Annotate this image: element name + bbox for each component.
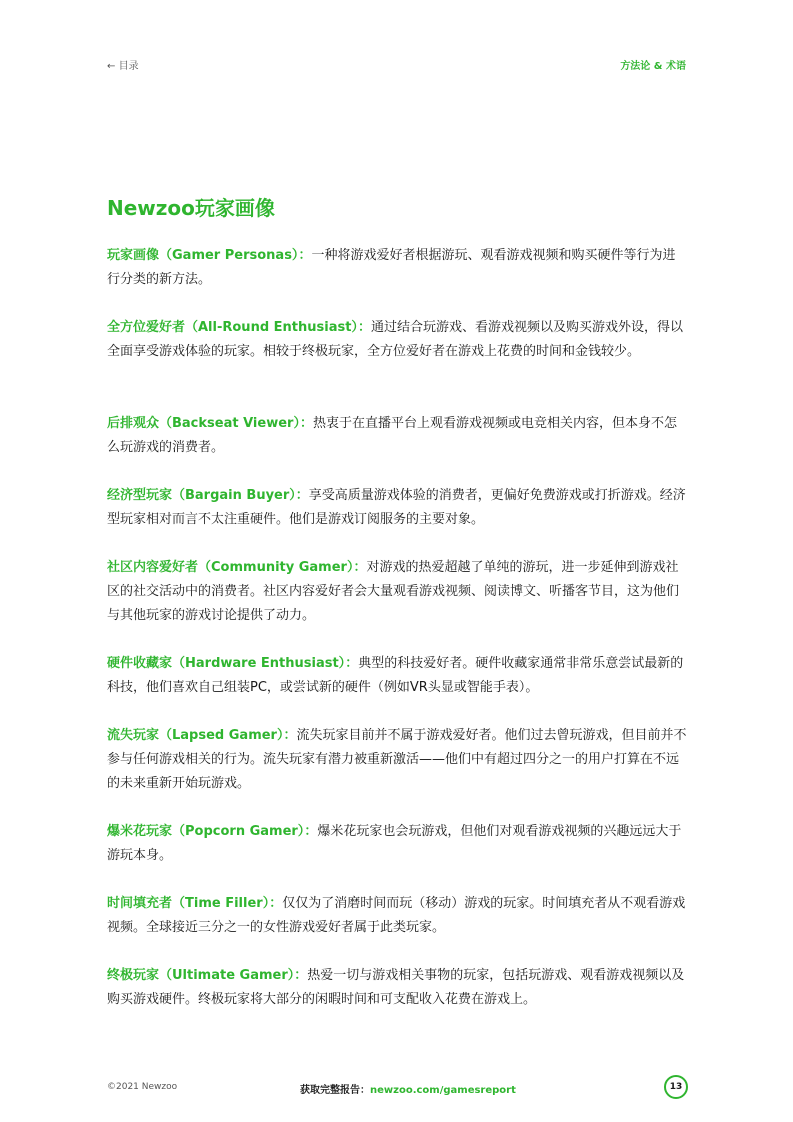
glossary-entry bbox=[107, 556, 687, 628]
entry-term: 后排观众（Backseat Viewer） bbox=[107, 416, 300, 431]
entry-text: 爆米花玩家也会玩游戏，但他们对观看游戏视频的兴趣远远大于游玩本身。 bbox=[107, 824, 682, 863]
report-label: 获取完整报告： bbox=[300, 1085, 370, 1096]
entry-separator: ： bbox=[298, 248, 312, 263]
glossary-entry bbox=[107, 652, 687, 700]
entry-term: 玩家画像（Gamer Personas） bbox=[107, 248, 299, 263]
entry-separator: ： bbox=[299, 416, 313, 431]
entry-separator: ： bbox=[304, 824, 318, 839]
entry-term: 终极玩家（Ultimate Gamer） bbox=[107, 968, 295, 983]
report-cta bbox=[300, 1081, 516, 1096]
entry-term: 社区内容爱好者（Community Gamer） bbox=[107, 560, 354, 575]
entry-text: 热爱一切与游戏相关事物的玩家，包括玩游戏、观看游戏视频以及购买游戏硬件。终极玩家将大部分的闲暇时间和可支配收入花费在游戏上。 bbox=[107, 968, 685, 1007]
section-link[interactable]: 方法论 & 术语 bbox=[620, 61, 686, 72]
glossary-entry bbox=[107, 412, 687, 460]
entry-text: 享受高质量游戏体验的消费者，更偏好免费游戏或打折游戏。经济型玩家相对而言不太注重硬件。他们是游戏订阅服务的主要对象。 bbox=[107, 488, 686, 527]
page-title: Newzoo玩家画像 bbox=[107, 196, 275, 220]
glossary-entry bbox=[107, 244, 687, 292]
entry-term: 爆米花玩家（Popcorn Gamer） bbox=[107, 824, 305, 839]
entry-text: 对游戏的热爱超越了单纯的游玩，进一步延伸到游戏社区的社交活动中的消费者。社区内容爱好者会大量观看游戏视频、阅读博文、听播客节目，这为他们与其他玩家的游戏讨论提供了动力。 bbox=[107, 560, 680, 623]
copyright: ©2021 Newzoo bbox=[107, 1082, 178, 1092]
entry-term: 流失玩家（Lapsed Gamer） bbox=[107, 728, 284, 743]
glossary-entry bbox=[107, 820, 687, 868]
entry-term: 时间填充者（Time Filler） bbox=[107, 896, 270, 911]
entry-text: 仅仅为了消磨时间而玩（移动）游戏的玩家。时间填充者从不观看游戏视频。全球接近三分之一的女性游戏爱好者属于此类玩家。 bbox=[107, 896, 686, 935]
entry-text: 通过结合玩游戏、看游戏视频以及购买游戏外设，得以全面享受游戏体验的玩家。相较于终极玩家，全方位爱好者在游戏上花费的时间和金钱较少。 bbox=[107, 320, 683, 359]
glossary-entry bbox=[107, 724, 687, 796]
glossary-entry bbox=[107, 484, 687, 532]
entry-text: 一种将游戏爱好者根据游玩、观看游戏视频和购买硬件等行为进行分类的新方法。 bbox=[107, 248, 676, 287]
glossary-entry bbox=[107, 964, 687, 1012]
entry-separator: ： bbox=[357, 320, 371, 335]
back-to-toc-link[interactable] bbox=[107, 57, 139, 72]
report-link[interactable]: newzoo.com/gamesreport bbox=[370, 1085, 516, 1096]
glossary-entry bbox=[107, 316, 687, 364]
entry-separator: ： bbox=[294, 968, 308, 983]
entry-text: 热衷于在直播平台上观看游戏视频或电竞相关内容，但本身不怎么玩游戏的消费者。 bbox=[107, 416, 677, 455]
entry-separator: ： bbox=[295, 488, 309, 503]
entry-separator: ： bbox=[269, 896, 283, 911]
glossary-entry bbox=[107, 892, 687, 940]
entry-text: 流失玩家目前并不属于游戏爱好者。他们过去曾玩游戏，但目前并不参与任何游戏相关的行为。流失玩家有潜力被重新激活——他们中有超过四分之一的用户打算在不远的未来重新开始玩游戏。 bbox=[107, 728, 687, 791]
page-number: 13 bbox=[664, 1075, 688, 1099]
toc-label: 目录 bbox=[118, 61, 139, 72]
entry-text: 典型的科技爱好者。硬件收藏家通常非常乐意尝试最新的科技，他们喜欢自己组装PC，或尝试新的硬件（例如VR头显或智能手表）。 bbox=[107, 656, 684, 695]
entry-term: 经济型玩家（Bargain Buyer） bbox=[107, 488, 296, 503]
entry-term: 硬件收藏家（Hardware Enthusiast） bbox=[107, 656, 346, 671]
entry-term: 全方位爱好者（All-Round Enthusiast） bbox=[107, 320, 358, 335]
entry-separator: ： bbox=[283, 728, 297, 743]
entry-separator: ： bbox=[353, 560, 367, 575]
entry-separator: ： bbox=[345, 656, 359, 671]
arrow-left-icon: ← bbox=[107, 61, 116, 72]
